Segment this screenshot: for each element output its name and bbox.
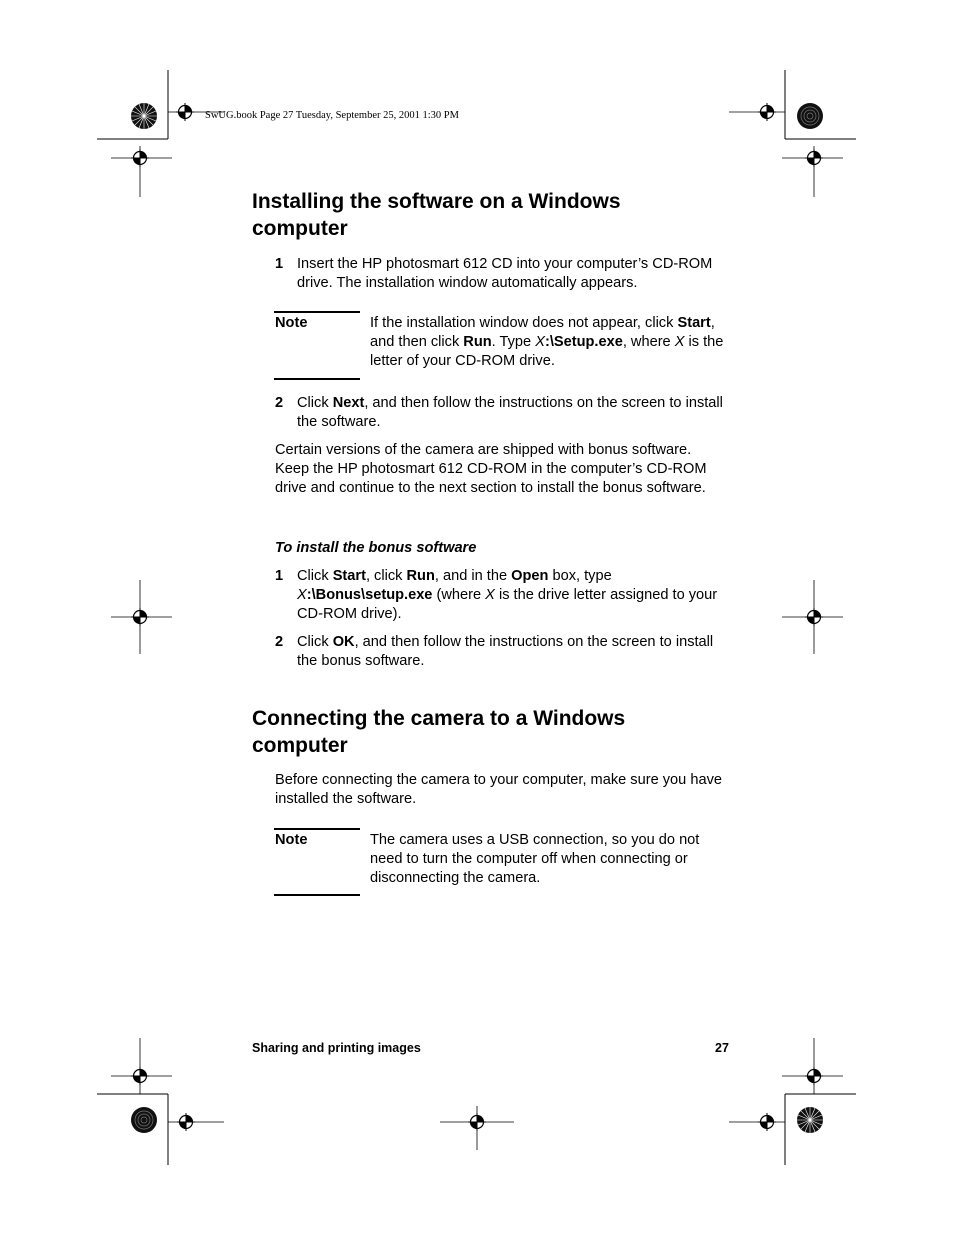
- note-rule-top: [274, 311, 360, 313]
- note-label: Note: [275, 832, 308, 848]
- note-label: Note: [275, 315, 308, 331]
- subheading-bonus: To install the bonus software: [275, 540, 477, 556]
- print-slug: SwUG.book Page 27 Tuesday, September 25, 2001 1:30 PM: [205, 110, 459, 121]
- section-title-connecting: Connecting the camera to a Windows computer: [252, 707, 626, 757]
- note-rule-top: [274, 828, 360, 830]
- step-number: 1: [275, 256, 284, 272]
- step-text: Click Start, click Run, and in the Open box, type X:\Bonus\setup.exe (where X is the drive letter assigned to your CD-ROM drive).: [297, 568, 718, 622]
- step-text: Insert the HP photosmart 612 CD into your computer’s CD-ROM drive. The installation window automatically appears.: [297, 256, 713, 291]
- step-number: 1: [275, 568, 284, 584]
- step-number: 2: [275, 634, 284, 650]
- step-text: Click OK, and then follow the instructions on the screen to install the bonus software.: [297, 634, 714, 669]
- body-paragraph: Certain versions of the camera are shipped with bonus software. Keep the HP photosmart 612 CD-ROM in the computer’s CD-ROM drive and continue to the next section to install the bonus software.: [275, 442, 707, 496]
- section-title-installing: Installing the software on a Windows computer: [252, 190, 621, 240]
- page-number: 27: [715, 1041, 729, 1055]
- footer-section-name: Sharing and printing images: [252, 1041, 421, 1055]
- note-rule-bottom: [274, 894, 360, 896]
- note-rule-bottom: [274, 378, 360, 380]
- step-number: 2: [275, 395, 284, 411]
- note-text: The camera uses a USB connection, so you do not need to turn the computer off when connecting or disconnecting the camera.: [370, 832, 700, 886]
- body-paragraph: Before connecting the camera to your computer, make sure you have installed the software.: [275, 772, 722, 807]
- step-text: Click Next, and then follow the instructions on the screen to install the software.: [297, 395, 723, 430]
- note-text: If the installation window does not appear, click Start, and then click Run. Type X:\Setup.exe, where X is the letter of your CD-ROM drive.: [370, 315, 724, 369]
